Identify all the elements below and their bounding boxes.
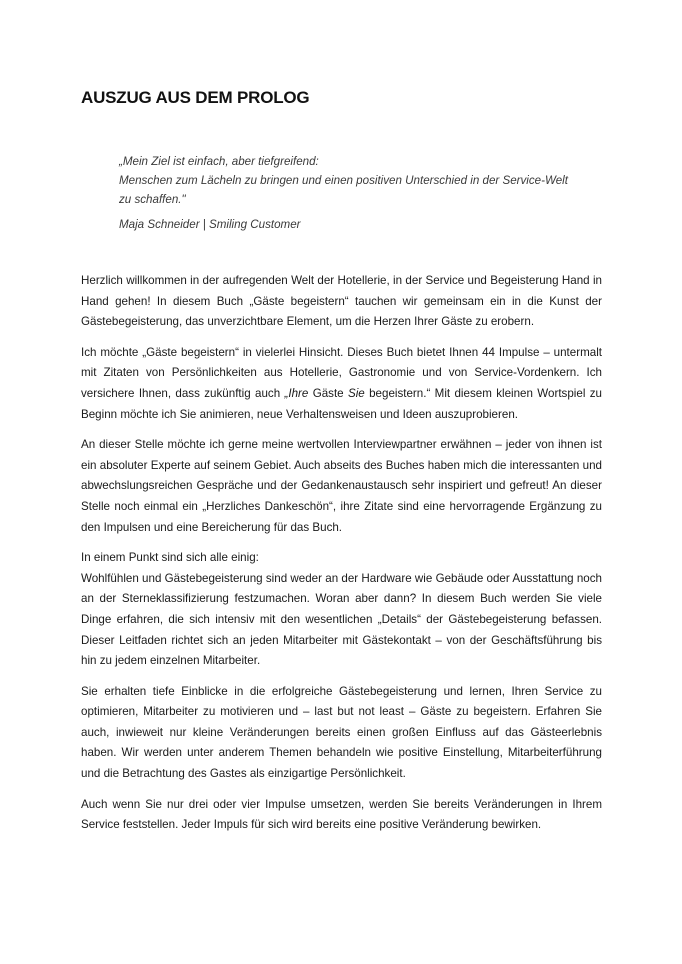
- paragraph-text: Gäste: [308, 386, 348, 400]
- paragraph-lead: In einem Punkt sind sich alle einig:: [81, 551, 259, 565]
- quote-line: „Mein Ziel ist einfach, aber tiefgreifend:: [119, 155, 319, 168]
- paragraph-closing: Auch wenn Sie nur drei oder vier Impulse umsetzen, werden Sie bereits Veränderungen in Ihrem Service feststellen. Jeder Impuls für sich wird bereits eine positive Veränderung bewirken.: [81, 797, 602, 832]
- paragraph-interview-partners: An dieser Stelle möchte ich gerne meine wertvollen Interviewpartner erwähnen – jeder von ihnen ist ein absoluter Experte auf seinem Gebiet. Auch abseits des Buches haben mich die interessanten und abwechslungsreichen Gespräche und der Gedankenaustausch sehr inspiriert und gefreut! An dieser Stelle noch einmal ein „Herzliches Dankeschön“, ihre Zitate sind eine hervorragende Ergänzung zu den Impulsen und eine Bereicherung für das Buch.: [81, 438, 602, 534]
- quote-line: zu schaffen.": [119, 192, 186, 206]
- italic-emphasis: Sie: [347, 386, 365, 400]
- italic-emphasis: „Ihre: [284, 386, 309, 400]
- page-heading: AUSZUG AUS DEM PROLOG: [81, 88, 310, 107]
- epigraph-quote: [119, 153, 589, 235]
- prologue-body: [81, 271, 602, 846]
- paragraph-insights: Sie erhalten tiefe Einblicke in die erfolgreiche Gästebegeisterung und lernen, Ihren Service zu optimieren, Mitarbeiter zu motivieren und – last but not least – Gäste zu begeistern. Erfahren Sie auch, inwieweit nur kleine Veränderungen bereits einen großen Einfluss auf das Gästeerlebnis haben. Wir werden unter anderem Themen behandeln wie positive Einstellung, Mitarbeiterführung und die Betrachtung des Gastes als einzigartige Persönlichkeit.: [81, 684, 602, 781]
- paragraph-welcome: Herzlich willkommen in der aufregenden Welt der Hotellerie, in der Service und Begeisterung Hand in Hand gehen! In diesem Buch „Gäste begeistern“ tauchen wir gemeinsam ein in die Kunst der Gästebegeisterung, das unverzichtbare Element, um die Herzen Ihrer Gäste zu erobern.: [81, 274, 602, 329]
- quote-line: Menschen zum Lächeln zu bringen und einen positiven Unterschied in der Service-Welt: [119, 173, 568, 187]
- paragraph-text: begeistern.“ Mit diesem kleinen Wortspiel zu Beginn möchte ich Sie animieren, neue Verhaltensweisen und Ideen auszuprobieren.: [81, 386, 602, 421]
- paragraph-wellbeing: Wohlfühlen und Gästebegeisterung sind weder an der Hardware wie Gebäude oder Ausstattung noch an der Sterneklassifizierung festzumachen. Woran aber dann? In diesem Buch werden Sie viele Dinge erfahren, die sich intensiv mit den wesentlichen „Details“ der Gästebegeisterung befassen. Dieser Leitfaden richtet sich an jeden Mitarbeiter mit Gästekontakt – von der Geschäftsführung bis hin zu jedem einzelnen Mitarbeiter.: [81, 571, 602, 668]
- paragraph-text: Ich möchte „Gäste begeistern“ in vielerlei Hinsicht. Dieses Buch bietet Ihnen 44 Impulse – untermalt mit Zitaten von Persönlichkeiten aus Hotellerie, Gastronomie und von Service-Vordenkern. Ich versichere Ihnen, dass zukünftig auch: [81, 345, 602, 400]
- paragraph-impulses: [81, 343, 602, 425]
- quote-author: Maja Schneider | Smiling Customer: [119, 218, 301, 232]
